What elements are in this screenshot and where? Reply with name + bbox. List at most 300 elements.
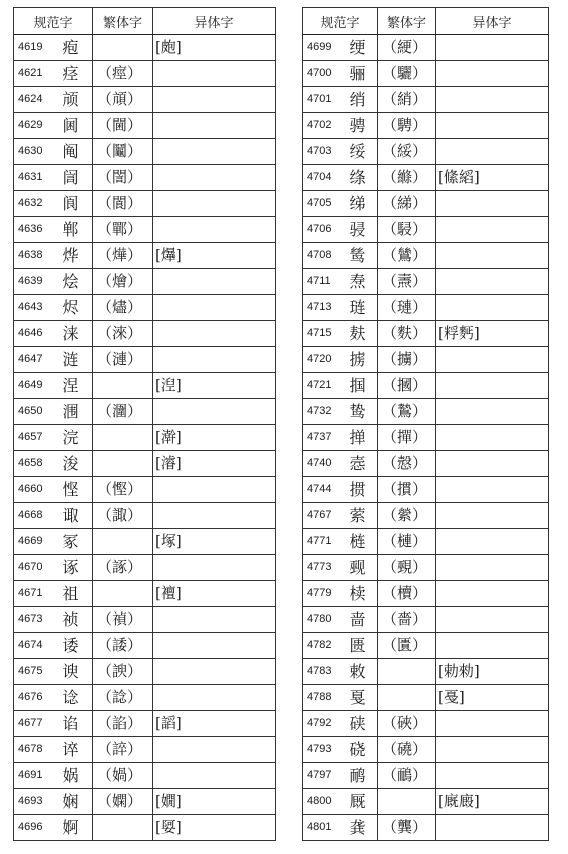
table-body-left	[14, 35, 276, 841]
variant-char	[436, 503, 549, 529]
traditional-char	[93, 425, 153, 451]
entry-number: 4711	[303, 269, 348, 295]
table-row	[14, 269, 276, 295]
table-row	[14, 373, 276, 399]
entry-number: 4780	[303, 607, 348, 633]
standard-char: 龚	[348, 815, 378, 841]
table-row	[303, 659, 549, 685]
traditional-char	[93, 451, 153, 477]
table-row	[303, 191, 549, 217]
variant-char	[436, 243, 549, 269]
entry-number: 4624	[14, 87, 61, 113]
table-row	[14, 243, 276, 269]
entry-number: 4793	[303, 737, 348, 763]
entry-number: 4647	[14, 347, 61, 373]
variant-char	[153, 321, 276, 347]
entry-number: 4708	[303, 243, 348, 269]
variant-char	[436, 139, 549, 165]
traditional-char: （燴）	[93, 269, 153, 295]
variant-char: [皰]	[153, 35, 276, 61]
entry-number: 4619	[14, 35, 61, 61]
standard-char: 谀	[61, 659, 93, 685]
table-row	[303, 737, 549, 763]
traditional-char: （覡）	[378, 555, 436, 581]
table-row	[303, 425, 549, 451]
traditional-char: （閬）	[93, 191, 153, 217]
table-row	[303, 607, 549, 633]
variant-char	[436, 581, 549, 607]
traditional-char: （槤）	[378, 529, 436, 555]
traditional-char: （媧）	[93, 763, 153, 789]
traditional-char: （縧）	[378, 165, 436, 191]
variant-char	[153, 607, 276, 633]
variant-char	[436, 399, 549, 425]
traditional-char: （摑）	[378, 373, 436, 399]
standard-char: 绨	[348, 191, 378, 217]
traditional-char: （硤）	[378, 711, 436, 737]
traditional-char	[93, 815, 153, 841]
standard-char: 烬	[61, 295, 93, 321]
table-row	[303, 503, 549, 529]
table-row	[14, 685, 276, 711]
variant-char	[153, 61, 276, 87]
table-row	[303, 321, 549, 347]
variant-char	[436, 451, 549, 477]
entry-number: 4713	[303, 295, 348, 321]
variant-char	[153, 555, 276, 581]
traditional-char: （禎）	[93, 607, 153, 633]
variant-char	[436, 477, 549, 503]
standard-char: 婀	[61, 815, 93, 841]
table-body-right	[303, 35, 549, 841]
entry-number: 4675	[14, 659, 61, 685]
table-row	[14, 165, 276, 191]
variant-char	[153, 737, 276, 763]
standard-char: 涠	[61, 399, 93, 425]
table-row	[14, 763, 276, 789]
variant-char: [濬]	[153, 451, 276, 477]
variant-char: [嫺]	[153, 789, 276, 815]
entry-number: 4744	[303, 477, 348, 503]
char-table-right	[302, 7, 549, 841]
header-row	[303, 8, 549, 35]
standard-char: 冢	[61, 529, 93, 555]
traditional-char: （擄）	[378, 347, 436, 373]
variant-char	[436, 737, 549, 763]
standard-char: 娲	[61, 763, 93, 789]
entry-number: 4701	[303, 87, 348, 113]
traditional-char: （諗）	[93, 685, 153, 711]
standard-char: 谇	[61, 737, 93, 763]
standard-char: 梿	[348, 529, 378, 555]
variant-char	[153, 295, 276, 321]
traditional-char	[93, 581, 153, 607]
entry-number: 4715	[303, 321, 348, 347]
variant-char	[153, 477, 276, 503]
entry-number: 4702	[303, 113, 348, 139]
table-row	[303, 87, 549, 113]
standard-char: 敕	[348, 659, 378, 685]
table-row	[14, 347, 276, 373]
standard-char: 颃	[61, 87, 93, 113]
standard-char: 觋	[348, 555, 378, 581]
header-variant: 异体字	[153, 8, 276, 35]
standard-char: 硗	[348, 737, 378, 763]
variant-char	[436, 35, 549, 61]
standard-char: 娴	[61, 789, 93, 815]
entry-number: 4783	[303, 659, 348, 685]
standard-char: 涟	[61, 347, 93, 373]
traditional-char: （痙）	[93, 61, 153, 87]
traditional-char: （誾）	[93, 165, 153, 191]
entry-number: 4792	[303, 711, 348, 737]
traditional-char: （燾）	[378, 269, 436, 295]
table-row	[14, 659, 276, 685]
table-row	[14, 607, 276, 633]
table-row	[303, 529, 549, 555]
entry-number: 4660	[14, 477, 61, 503]
traditional-char: （綃）	[378, 87, 436, 113]
variant-char: [粰麫]	[436, 321, 549, 347]
traditional-char	[93, 373, 153, 399]
standard-char: 掸	[348, 425, 378, 451]
traditional-char: （慳）	[93, 477, 153, 503]
standard-char: 焘	[348, 269, 378, 295]
standard-char: 鸷	[348, 399, 378, 425]
traditional-char	[378, 659, 436, 685]
entry-number: 4779	[303, 581, 348, 607]
standard-char: 掴	[348, 373, 378, 399]
table-row	[303, 113, 549, 139]
traditional-char: （諑）	[93, 555, 153, 581]
traditional-char: （駸）	[378, 217, 436, 243]
entry-number: 4630	[14, 139, 61, 165]
entry-number: 4673	[14, 607, 61, 633]
entry-number: 4773	[303, 555, 348, 581]
entry-number: 4646	[14, 321, 61, 347]
table-row	[14, 555, 276, 581]
traditional-char: （諉）	[93, 633, 153, 659]
traditional-char: （磽）	[378, 737, 436, 763]
standard-char: 萦	[348, 503, 378, 529]
traditional-char	[93, 529, 153, 555]
traditional-char: （淶）	[93, 321, 153, 347]
standard-char: 啬	[348, 607, 378, 633]
standard-char: 鸸	[348, 763, 378, 789]
traditional-char: （綆）	[378, 35, 436, 61]
entry-number: 4671	[14, 581, 61, 607]
table-row	[303, 477, 549, 503]
variant-char	[436, 295, 549, 321]
traditional-char: （騁）	[378, 113, 436, 139]
traditional-char: （漣）	[93, 347, 153, 373]
variant-char	[436, 87, 549, 113]
traditional-char: （誶）	[93, 737, 153, 763]
standard-char: 骎	[348, 217, 378, 243]
header-traditional: 繁体字	[378, 8, 436, 35]
variant-char	[153, 399, 276, 425]
standard-char: 琏	[348, 295, 378, 321]
entry-number: 4658	[14, 451, 61, 477]
entry-number: 4638	[14, 243, 61, 269]
entry-number: 4771	[303, 529, 348, 555]
entry-number: 4801	[303, 815, 348, 841]
entry-number: 4767	[303, 503, 348, 529]
variant-char: [戞]	[436, 685, 549, 711]
table-row	[14, 815, 276, 841]
variant-char	[153, 165, 276, 191]
entry-number: 4674	[14, 633, 61, 659]
variant-char	[436, 217, 549, 243]
table-row	[14, 451, 276, 477]
traditional-char: （摜）	[378, 477, 436, 503]
standard-char: 诹	[61, 503, 93, 529]
standard-char: 涅	[61, 373, 93, 399]
traditional-char: （匱）	[378, 633, 436, 659]
variant-char	[153, 113, 276, 139]
standard-char: 涞	[61, 321, 93, 347]
variant-char	[153, 659, 276, 685]
traditional-char	[378, 685, 436, 711]
entry-number: 4800	[303, 789, 348, 815]
table-row	[303, 711, 549, 737]
table-row	[303, 373, 549, 399]
entry-number: 4721	[303, 373, 348, 399]
header-standard: 规范字	[14, 8, 93, 35]
variant-char: [湼]	[153, 373, 276, 399]
traditional-char	[93, 35, 153, 61]
standard-char: 祯	[61, 607, 93, 633]
entry-number: 4732	[303, 399, 348, 425]
variant-char	[153, 87, 276, 113]
entry-number: 4699	[303, 35, 348, 61]
traditional-char: （鬮）	[93, 139, 153, 165]
variant-char: [絛縚]	[436, 165, 549, 191]
entry-number: 4700	[303, 61, 348, 87]
table-row	[303, 139, 549, 165]
standard-char: 绠	[348, 35, 378, 61]
entry-number: 4629	[14, 113, 61, 139]
standard-char: 掼	[348, 477, 378, 503]
variant-char	[153, 347, 276, 373]
entry-number: 4668	[14, 503, 61, 529]
variant-char	[436, 529, 549, 555]
standard-char: 绥	[348, 139, 378, 165]
traditional-char: （潿）	[93, 399, 153, 425]
standard-char: 掳	[348, 347, 378, 373]
table-row	[14, 217, 276, 243]
table-row	[303, 581, 549, 607]
table-row	[14, 477, 276, 503]
entry-number: 4693	[14, 789, 61, 815]
table-row	[14, 321, 276, 347]
entry-number: 4696	[14, 815, 61, 841]
table-row	[14, 87, 276, 113]
entry-number: 4704	[303, 165, 348, 191]
traditional-char: （閫）	[93, 113, 153, 139]
entry-number: 4797	[303, 763, 348, 789]
entry-number: 4636	[14, 217, 61, 243]
standard-char: 阄	[61, 139, 93, 165]
variant-char	[436, 425, 549, 451]
variant-char	[153, 269, 276, 295]
variant-char	[436, 711, 549, 737]
variant-char: [廐廄]	[436, 789, 549, 815]
traditional-char: （龔）	[378, 815, 436, 841]
traditional-char: （諂）	[93, 711, 153, 737]
standard-char: 訚	[61, 165, 93, 191]
table-row	[303, 217, 549, 243]
variant-char: [襢]	[153, 581, 276, 607]
entry-number: 4705	[303, 191, 348, 217]
table-row	[303, 763, 549, 789]
header-row	[14, 8, 276, 35]
traditional-char: （嫻）	[93, 789, 153, 815]
traditional-char: （櫝）	[378, 581, 436, 607]
traditional-char: （璉）	[378, 295, 436, 321]
table-row	[14, 139, 276, 165]
standard-char: 浣	[61, 425, 93, 451]
table-row	[303, 815, 549, 841]
entry-number: 4720	[303, 347, 348, 373]
entry-number: 4639	[14, 269, 61, 295]
table-row	[303, 347, 549, 373]
traditional-char: （縈）	[378, 503, 436, 529]
traditional-char: （鄲）	[93, 217, 153, 243]
standard-char: 烨	[61, 243, 93, 269]
variant-char: [澣]	[153, 425, 276, 451]
entry-number: 4676	[14, 685, 61, 711]
table-row	[14, 581, 276, 607]
table-row	[303, 789, 549, 815]
traditional-char: （燁）	[93, 243, 153, 269]
variant-char	[153, 191, 276, 217]
standard-char: 硖	[348, 711, 378, 737]
variant-char	[153, 217, 276, 243]
standard-char: 阃	[61, 113, 93, 139]
table-row	[14, 113, 276, 139]
table-row	[303, 399, 549, 425]
variant-char	[436, 815, 549, 841]
table-row	[14, 737, 276, 763]
table-row	[14, 789, 276, 815]
table-row	[303, 633, 549, 659]
standard-char: 戛	[348, 685, 378, 711]
variant-char: [爗]	[153, 243, 276, 269]
traditional-char: （燼）	[93, 295, 153, 321]
standard-char: 椟	[348, 581, 378, 607]
traditional-char: （撣）	[378, 425, 436, 451]
variant-char	[436, 763, 549, 789]
traditional-char: （麩）	[378, 321, 436, 347]
entry-number: 4737	[303, 425, 348, 451]
table-row	[14, 425, 276, 451]
variant-char	[436, 269, 549, 295]
char-table-left	[13, 7, 276, 841]
variant-char	[436, 113, 549, 139]
variant-char	[153, 685, 276, 711]
entry-number: 4631	[14, 165, 61, 191]
standard-char: 悫	[348, 451, 378, 477]
table-row	[14, 61, 276, 87]
table-row	[303, 165, 549, 191]
standard-char: 诿	[61, 633, 93, 659]
table-row	[14, 529, 276, 555]
standard-char: 阆	[61, 191, 93, 217]
standard-char: 烩	[61, 269, 93, 295]
variant-char	[153, 763, 276, 789]
entry-number: 4788	[303, 685, 348, 711]
standard-char: 谄	[61, 711, 93, 737]
standard-char: 疱	[61, 35, 93, 61]
table-row	[303, 685, 549, 711]
standard-char: 麸	[348, 321, 378, 347]
standard-char: 郸	[61, 217, 93, 243]
entry-number: 4643	[14, 295, 61, 321]
traditional-char: （綏）	[378, 139, 436, 165]
standard-char: 绡	[348, 87, 378, 113]
variant-char	[436, 633, 549, 659]
entry-number: 4649	[14, 373, 61, 399]
standard-char: 绦	[348, 165, 378, 191]
traditional-char: （諏）	[93, 503, 153, 529]
entry-number: 4669	[14, 529, 61, 555]
traditional-char: （頏）	[93, 87, 153, 113]
table-row	[14, 35, 276, 61]
entry-number: 4621	[14, 61, 61, 87]
table-row	[303, 269, 549, 295]
entry-number: 4782	[303, 633, 348, 659]
traditional-char: （諛）	[93, 659, 153, 685]
entry-number: 4691	[14, 763, 61, 789]
traditional-char: （慤）	[378, 451, 436, 477]
standard-char: 厩	[348, 789, 378, 815]
entry-number: 4650	[14, 399, 61, 425]
table-row	[303, 243, 549, 269]
variant-char: [勅勑]	[436, 659, 549, 685]
standard-char: 骊	[348, 61, 378, 87]
standard-char: 诼	[61, 555, 93, 581]
standard-char: 祖	[61, 581, 93, 607]
header-variant: 异体字	[436, 8, 549, 35]
table-row	[14, 633, 276, 659]
traditional-char: （鷙）	[378, 399, 436, 425]
variant-char: [塚]	[153, 529, 276, 555]
traditional-char	[378, 789, 436, 815]
traditional-char: （驪）	[378, 61, 436, 87]
table-row	[14, 503, 276, 529]
table-row	[14, 711, 276, 737]
table-row	[303, 61, 549, 87]
variant-char	[153, 633, 276, 659]
traditional-char: （嗇）	[378, 607, 436, 633]
table-row	[303, 295, 549, 321]
entry-number: 4678	[14, 737, 61, 763]
standard-char: 痉	[61, 61, 93, 87]
variant-char	[153, 503, 276, 529]
traditional-char: （鴯）	[378, 763, 436, 789]
variant-char	[436, 607, 549, 633]
table-row	[303, 555, 549, 581]
variant-char	[436, 373, 549, 399]
variant-char	[153, 139, 276, 165]
standard-char: 匮	[348, 633, 378, 659]
variant-char	[436, 347, 549, 373]
entry-number: 4670	[14, 555, 61, 581]
standard-char: 骋	[348, 113, 378, 139]
entry-number: 4677	[14, 711, 61, 737]
variant-char: [娿]	[153, 815, 276, 841]
